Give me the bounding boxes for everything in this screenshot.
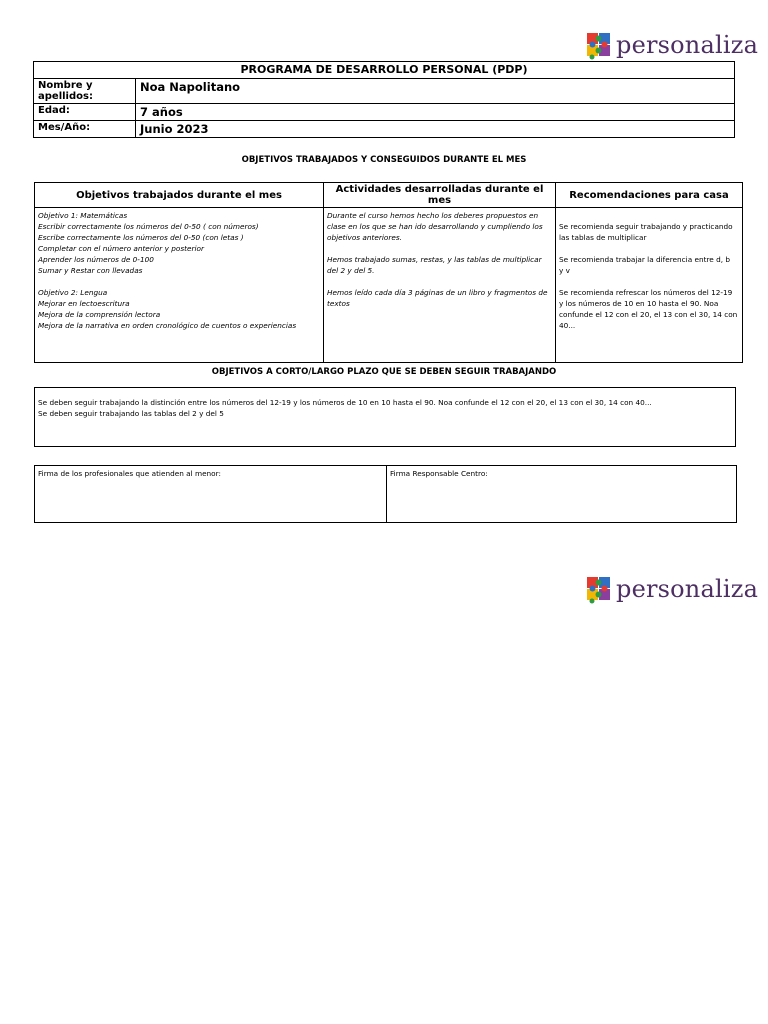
objective-line: Escribir correctamente los números del 0-50 ( con números) (38, 222, 259, 231)
professionals-signature-label: Firma de los profesionales que atienden al menor: (38, 469, 221, 478)
objective-line: Mejora de la comprensión lectora (38, 310, 161, 319)
objective-line: Aprender los números de 0-100 (38, 255, 154, 264)
objective-line: Completar con el número anterior y posterior (38, 244, 204, 253)
objectives-table (34, 182, 743, 363)
activity-line: clase en los que se han ido desarrollando y cumpliendo los (327, 222, 543, 231)
activity-line: Durante el curso hemos hecho los deberes propuestos en (327, 211, 539, 220)
long-term-line: Se deben seguir trabajando la distinción entre los números del 12-19 y los números de 10 en 10 hasta el 90. Noa confunde el 12 con el 20, el 13 con el 30, 14 con 40... (38, 398, 652, 407)
brand-logo-footer (584, 574, 758, 604)
name-label: Nombre y apellidos: (34, 79, 136, 104)
age-label: Edad: (34, 104, 136, 121)
activity-line: textos (327, 299, 350, 308)
document-title: PROGRAMA DE DESARROLLO PERSONAL (PDP) (34, 62, 735, 79)
activity-line: Hemos leído cada día 3 páginas de un libro y fragmentos de (327, 288, 548, 297)
section-title-long-term: OBJETIVOS A CORTO/LARGO PLAZO QUE SE DEBEN SEGUIR TRABAJANDO (211, 367, 557, 377)
activity-line: objetivos anteriores. (327, 233, 402, 242)
spacer (38, 276, 320, 287)
objective-line: Sumar y Restar con llevadas (38, 266, 143, 275)
month-year-value: Junio 2023 (136, 121, 735, 138)
brand-name: personaliza (616, 31, 759, 59)
brand-logo (584, 30, 758, 60)
long-term-objectives-box (34, 387, 736, 447)
recommendation-line: Se recomienda seguir trabajando y practicando (559, 222, 733, 231)
student-info-table (33, 61, 735, 138)
objective-line: Objetivo 2: Lengua (38, 288, 108, 297)
column-header-activities: Actividades desarrolladas durante el mes (324, 183, 556, 208)
signature-table (34, 465, 737, 523)
recommendations-cell (556, 208, 743, 363)
name-value: Noa Napolitano (136, 79, 735, 104)
recommendation-line: y los números de 10 en 10 hasta el 90. Noa (559, 299, 719, 308)
spacer (559, 243, 739, 254)
center-signature-label: Firma Responsable Centro: (390, 469, 488, 478)
objectives-cell (35, 208, 324, 363)
objective-line: Objetivo 1: Matemáticas (38, 211, 128, 220)
long-term-line: Se deben seguir trabajando las tablas del 2 y del 5 (38, 409, 224, 418)
objective-line: Escribe correctamente los números del 0-50 (con letas ) (38, 233, 244, 242)
puzzle-logo-icon (584, 574, 614, 604)
spacer (327, 243, 552, 254)
activities-cell (324, 208, 556, 363)
professionals-signature-field[interactable] (35, 466, 387, 522)
age-value: 7 años (136, 104, 735, 121)
section-title-objectives: OBJETIVOS TRABAJADOS Y CONSEGUIDOS DURANTE EL MES (241, 155, 527, 165)
spacer (559, 210, 739, 221)
spacer (327, 276, 552, 287)
objective-line: Mejora de la narrativa en orden cronológico de cuentos o experiencias (38, 321, 297, 330)
recommendation-line: Se recomienda trabajar la diferencia entre d, b (559, 255, 731, 264)
column-header-objectives: Objetivos trabajados durante el mes (35, 183, 324, 208)
recommendation-line: confunde el 12 con el 20, el 13 con el 30, 14 con (559, 310, 738, 319)
month-year-label: Mes/Año: (34, 121, 136, 138)
recommendation-line: las tablas de multiplicar (559, 233, 647, 242)
recommendation-line: 40... (559, 321, 576, 330)
activity-line: del 2 y del 5. (327, 266, 375, 275)
puzzle-logo-icon (584, 30, 614, 60)
column-header-recommendations: Recomendaciones para casa (556, 183, 743, 208)
objective-line: Mejorar en lectoescritura (38, 299, 130, 308)
spacer (559, 276, 739, 287)
recommendation-line: y v (559, 266, 570, 275)
center-signature-field[interactable] (387, 466, 491, 522)
activity-line: Hemos trabajado sumas, restas, y las tablas de multiplicar (327, 255, 542, 264)
recommendation-line: Se recomienda refrescar los números del 12-19 (559, 288, 733, 297)
brand-name: personaliza (616, 575, 759, 603)
